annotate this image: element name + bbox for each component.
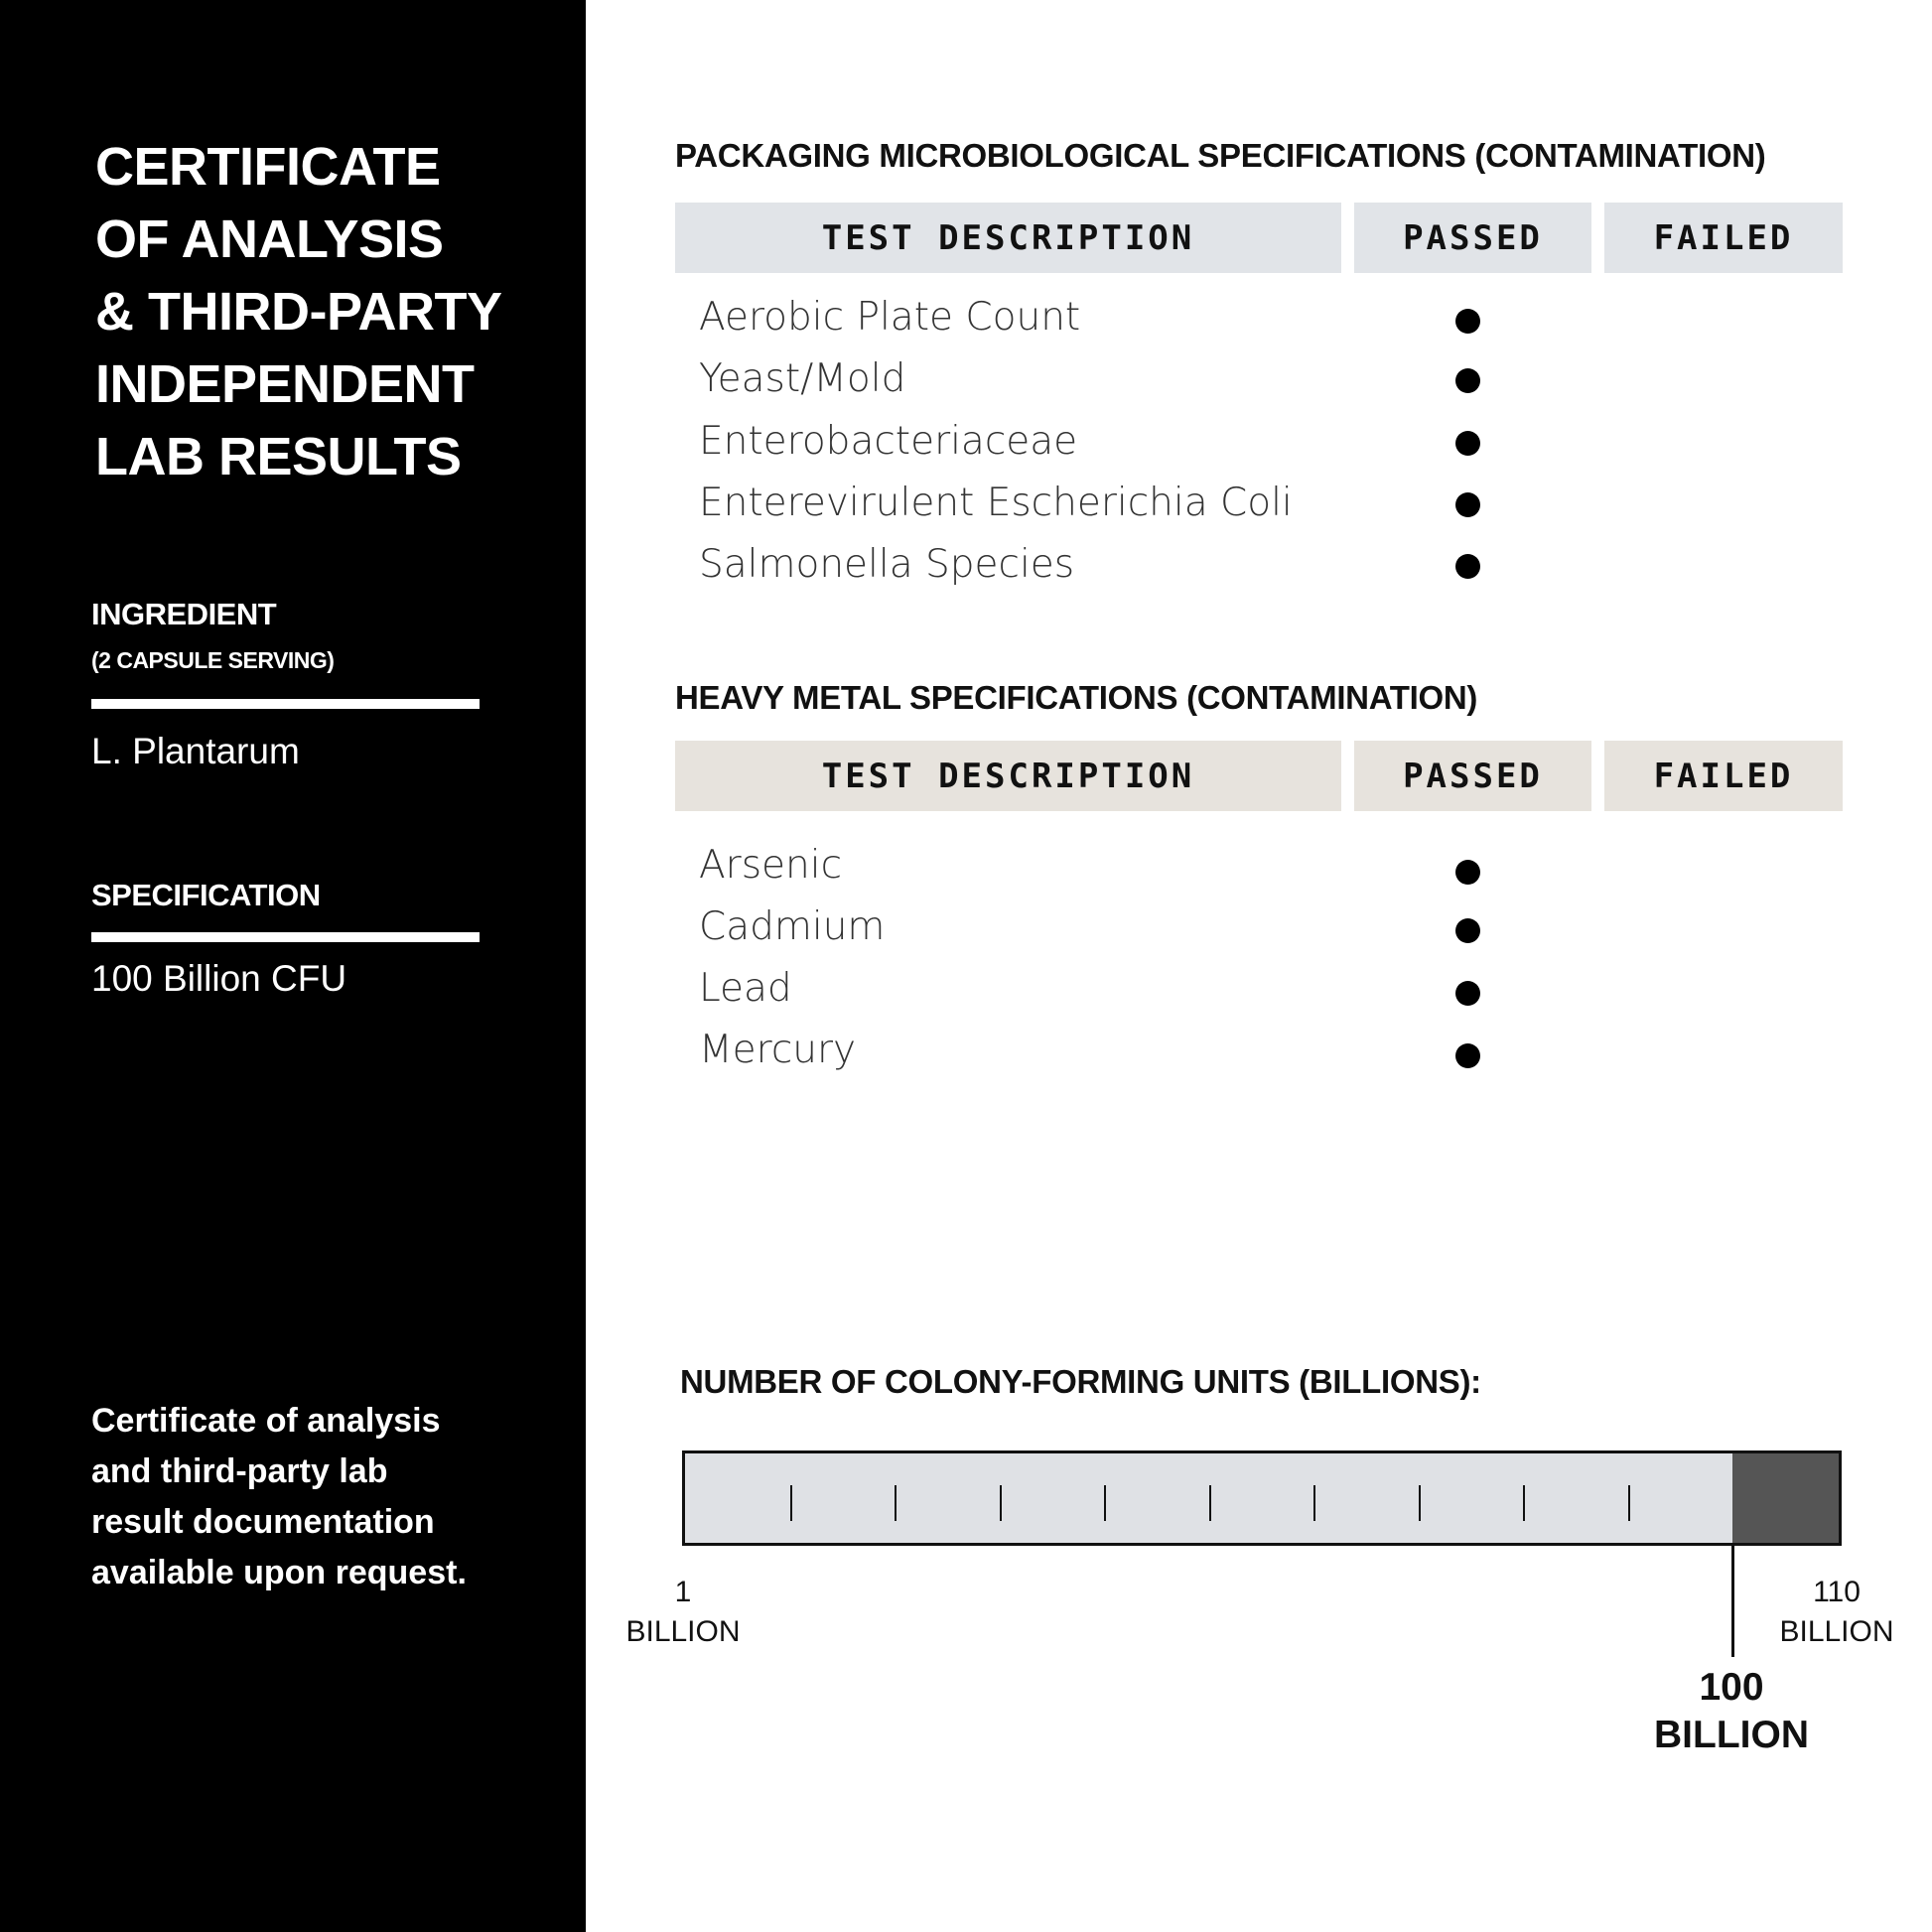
passed-dot-icon bbox=[1455, 368, 1480, 393]
note-line: result documentation bbox=[91, 1503, 435, 1541]
microbio-header-description: TEST DESCRIPTION bbox=[675, 203, 1341, 273]
cfu-max-label-line: BILLION bbox=[1779, 1615, 1894, 1648]
availability-note bbox=[91, 1396, 518, 1598]
ingredient-sublabel: (2 CAPSULE SERVING) bbox=[91, 647, 335, 673]
passed-dot-icon bbox=[1455, 554, 1480, 579]
divider bbox=[91, 699, 480, 709]
metals-header-passed: PASSED bbox=[1354, 741, 1591, 811]
microbio-header-failed: FAILED bbox=[1604, 203, 1843, 273]
cfu-gauge-tick bbox=[895, 1485, 897, 1521]
document-title-line: & THIRD-PARTY bbox=[95, 282, 502, 342]
cfu-min-label-line: BILLION bbox=[625, 1615, 741, 1648]
passed-dot-icon bbox=[1455, 492, 1480, 517]
ingredient-label: INGREDIENT bbox=[91, 597, 277, 631]
cfu-value-marker-line bbox=[1731, 1546, 1734, 1657]
passed-dot-icon bbox=[1455, 860, 1480, 885]
note-line: Certificate of analysis bbox=[91, 1402, 441, 1440]
cfu-gauge-tick bbox=[1313, 1485, 1315, 1521]
document-title-line: OF ANALYSIS bbox=[95, 209, 444, 269]
cfu-value-label-line: BILLION bbox=[1654, 1714, 1809, 1756]
passed-dot-icon bbox=[1455, 431, 1480, 456]
metals-header-failed: FAILED bbox=[1604, 741, 1843, 811]
specification-label: SPECIFICATION bbox=[91, 878, 321, 912]
metals-header-description: TEST DESCRIPTION bbox=[675, 741, 1341, 811]
microbio-row-label: Enterevirulent Escherichia Coli bbox=[699, 481, 1293, 525]
ingredient-value: L. Plantarum bbox=[91, 731, 300, 771]
metals-row-label: Lead bbox=[699, 966, 792, 1011]
cfu-min-label bbox=[623, 1573, 743, 1652]
metals-row-label: Cadmium bbox=[699, 904, 886, 949]
divider bbox=[91, 932, 480, 942]
passed-dot-icon bbox=[1455, 981, 1480, 1006]
microbio-row-label: Salmonella Species bbox=[699, 542, 1075, 587]
cfu-gauge bbox=[682, 1450, 1842, 1546]
microbio-section-title: PACKAGING MICROBIOLOGICAL SPECIFICATIONS (CONTAMINATION) bbox=[675, 137, 1766, 174]
note-line: and third-party lab bbox=[91, 1452, 388, 1490]
cfu-section-title: NUMBER OF COLONY-FORMING UNITS (BILLIONS): bbox=[680, 1363, 1481, 1400]
document-title bbox=[95, 131, 562, 493]
passed-dot-icon bbox=[1455, 918, 1480, 943]
sidebar bbox=[0, 0, 586, 1932]
cfu-gauge-tick bbox=[1209, 1485, 1211, 1521]
cfu-min-label-line: 1 bbox=[674, 1576, 692, 1608]
specification-value: 100 Billion CFU bbox=[91, 958, 347, 999]
document-title-line: INDEPENDENT bbox=[95, 354, 475, 414]
cfu-gauge-tick bbox=[790, 1485, 792, 1521]
cfu-max-label-line: 110 bbox=[1813, 1576, 1861, 1608]
cfu-max-label bbox=[1777, 1573, 1896, 1652]
microbio-row-label: Aerobic Plate Count bbox=[699, 295, 1081, 340]
passed-dot-icon bbox=[1455, 1043, 1480, 1068]
cfu-gauge-excess-fill bbox=[1732, 1453, 1839, 1543]
cfu-gauge-tick bbox=[1419, 1485, 1421, 1521]
document-title-line: LAB RESULTS bbox=[95, 427, 462, 486]
cfu-value-label-line: 100 bbox=[1699, 1666, 1764, 1709]
cfu-gauge-tick bbox=[1104, 1485, 1106, 1521]
microbio-row-label: Enterobacteriaceae bbox=[699, 419, 1078, 464]
metals-row-label: Mercury bbox=[699, 1028, 857, 1072]
passed-dot-icon bbox=[1455, 309, 1480, 334]
microbio-header-passed: PASSED bbox=[1354, 203, 1591, 273]
microbio-row-label: Yeast/Mold bbox=[699, 356, 906, 401]
note-line: available upon request. bbox=[91, 1554, 467, 1591]
cfu-gauge-tick bbox=[1523, 1485, 1525, 1521]
cfu-gauge-tick bbox=[1628, 1485, 1630, 1521]
document-title-line: CERTIFICATE bbox=[95, 137, 441, 197]
metals-row-label: Arsenic bbox=[699, 843, 843, 888]
metals-section-title: HEAVY METAL SPECIFICATIONS (CONTAMINATION) bbox=[675, 679, 1478, 716]
cfu-value-label bbox=[1632, 1664, 1831, 1759]
cfu-gauge-tick bbox=[1000, 1485, 1002, 1521]
